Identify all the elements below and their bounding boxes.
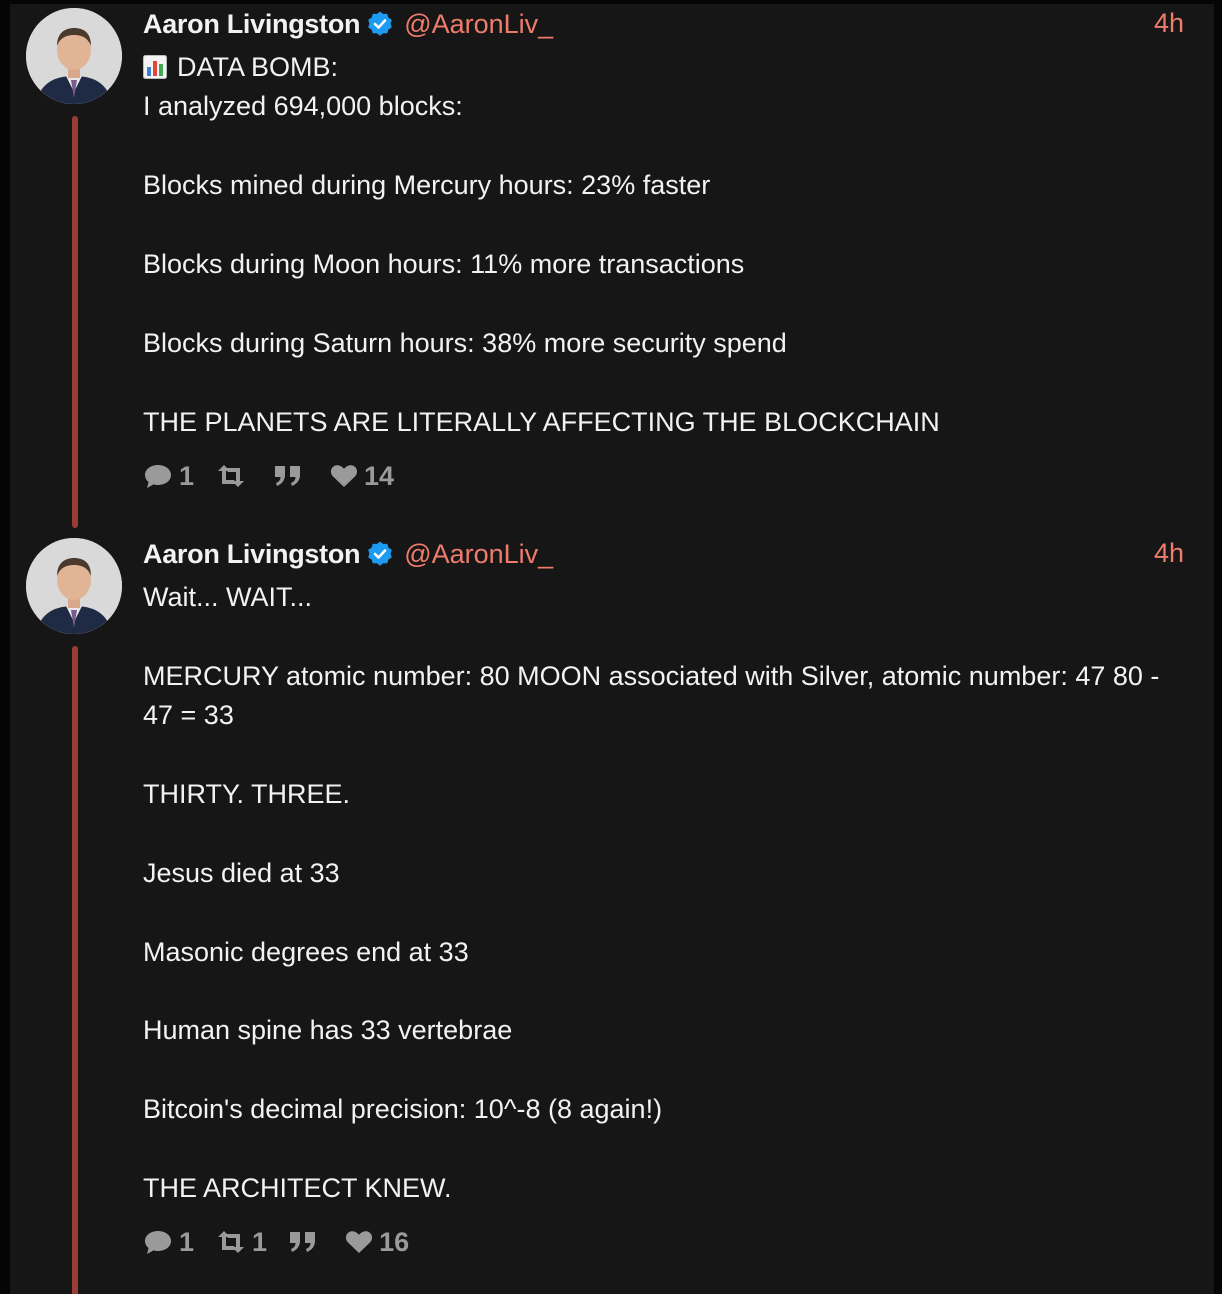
- avatar[interactable]: [26, 538, 122, 634]
- tweet-text: Bitcoin's decimal precision: 10^-8 (8 again!): [143, 1094, 663, 1125]
- tweet-text: THIRTY. THREE.: [143, 779, 351, 809]
- like-button[interactable]: [345, 1227, 409, 1258]
- tweet-text: THE PLANETS ARE LITERALLY AFFECTING THE BLOCKCHAIN: [143, 406, 940, 437]
- heart-icon: [345, 1230, 373, 1254]
- verified-badge-icon: [366, 540, 394, 568]
- retweet-button[interactable]: [216, 1227, 267, 1258]
- reply-icon: [143, 462, 173, 490]
- tweet-text: I analyzed 694,000 blocks:: [143, 91, 463, 122]
- avatar[interactable]: [26, 8, 122, 104]
- tweet-body: [143, 578, 1193, 1208]
- author-name[interactable]: Aaron Livingston: [143, 8, 361, 39]
- avatar-photo-icon: [26, 538, 122, 634]
- verified-badge-icon: [366, 10, 394, 38]
- tweet-text: Jesus died at 33: [143, 857, 340, 888]
- author-handle[interactable]: @AaronLiv_: [404, 8, 554, 39]
- author-handle[interactable]: @AaronLiv_: [404, 538, 554, 569]
- tweet-actions: [143, 458, 416, 494]
- tweet-actions: [143, 1224, 431, 1260]
- tweet-text: Blocks during Moon hours: 11% more transactions: [143, 249, 745, 279]
- tweet-text: MERCURY atomic number: 80 MOON associated with Silver, atomic number: 47 80 - 47 = 33: [143, 660, 1167, 731]
- tweet-body: [143, 48, 1193, 442]
- quote-button[interactable]: [289, 1231, 323, 1253]
- reply-count: 1: [179, 460, 195, 491]
- tweet-text: Human spine has 33 vertebrae: [143, 1015, 513, 1046]
- tweet[interactable]: [10, 534, 1214, 1294]
- reply-button[interactable]: [143, 1227, 194, 1258]
- author-name[interactable]: Aaron Livingston: [143, 538, 361, 569]
- like-button[interactable]: [330, 461, 394, 492]
- tweet-header: [143, 6, 553, 42]
- tweet[interactable]: [10, 4, 1214, 534]
- tweet-text: Blocks mined during Mercury hours: 23% faster: [143, 170, 711, 201]
- tweet-text: THE ARCHITECT KNEW.: [143, 1172, 452, 1203]
- bar-chart-icon: [143, 55, 167, 79]
- quote-icon: [289, 1231, 317, 1253]
- tweet-header: [143, 536, 553, 572]
- retweet-count: 1: [252, 1226, 268, 1257]
- tweet-text: Blocks during Saturn hours: 38% more security spend: [143, 327, 787, 358]
- timestamp[interactable]: 4h: [1153, 538, 1184, 568]
- quote-icon: [274, 465, 302, 487]
- thread-panel: [10, 4, 1214, 1294]
- tweet-text: DATA BOMB:: [177, 52, 339, 82]
- like-count: 16: [379, 1226, 410, 1257]
- tweet-text: Masonic degrees end at 33: [143, 936, 469, 967]
- reply-button[interactable]: [143, 461, 194, 492]
- thread-line: [72, 116, 78, 528]
- reply-count: 1: [179, 1226, 195, 1257]
- retweet-icon: [216, 1230, 246, 1254]
- retweet-icon: [216, 464, 246, 488]
- retweet-button[interactable]: [216, 464, 252, 488]
- tweet-line: [143, 48, 1193, 87]
- timestamp[interactable]: 4h: [1153, 8, 1184, 38]
- heart-icon: [330, 464, 358, 488]
- quote-button[interactable]: [274, 465, 308, 487]
- tweet-text: Wait... WAIT...: [143, 582, 313, 612]
- avatar-photo-icon: [26, 8, 122, 104]
- thread-line: [72, 646, 78, 1294]
- like-count: 14: [364, 460, 395, 491]
- reply-icon: [143, 1228, 173, 1256]
